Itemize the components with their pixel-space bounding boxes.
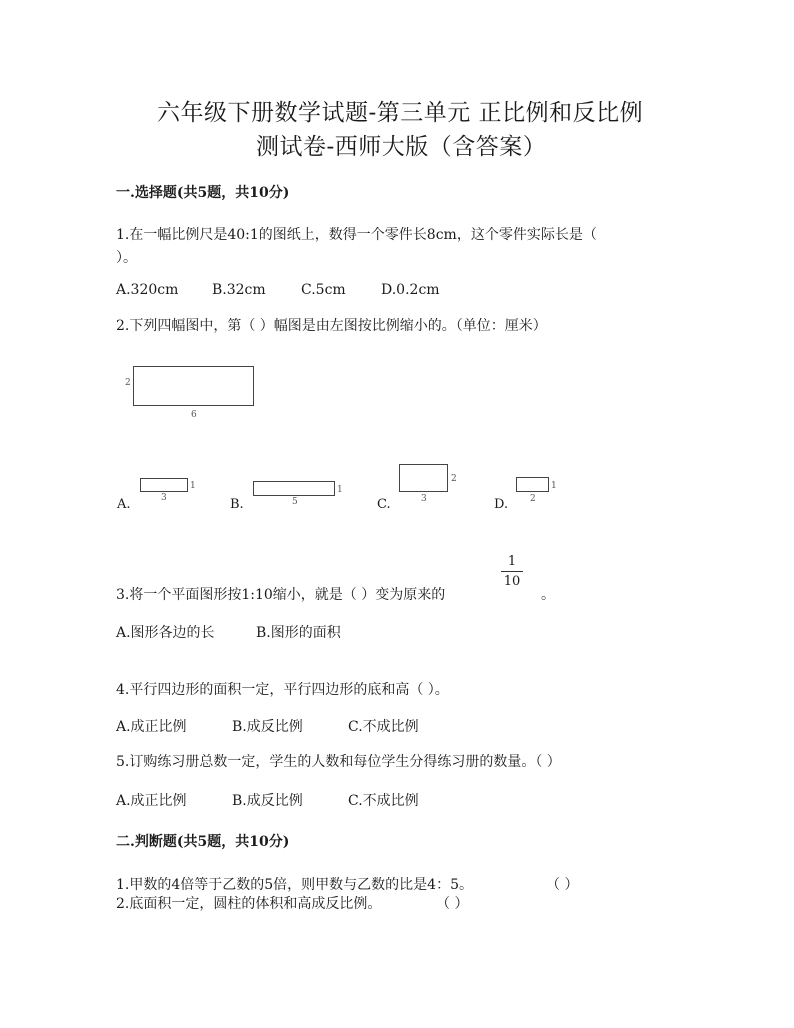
q2-main-width-label: 6: [191, 410, 197, 420]
question-1-text: 1.在一幅比例尺是40:1的图纸上，数得一个零件长8cm，这个零件实际长是（: [116, 227, 597, 243]
judgement-1-text: 1.甲数的4倍等于乙数的5倍，则甲数与乙数的比是4：5。: [116, 877, 473, 893]
judgement-2-text: 2.底面积一定，圆柱的体积和高成反比例。: [116, 896, 382, 912]
q3-fraction-denominator: 10: [503, 574, 521, 589]
page-title-line1: 六年级下册数学试题-第三单元 正比例和反比例: [157, 100, 644, 126]
q2-choice-a-label: A.: [117, 497, 131, 512]
q2-choice-b-label: B.: [230, 497, 244, 512]
q5-option-b: B.成反比例: [232, 793, 303, 809]
question-3-text: 3.将一个平面图形按1:10缩小，就是（ ）变为原来的: [116, 587, 446, 603]
q2-main-rectangle: [133, 366, 254, 406]
page-title-line2: 测试卷-西师大版（含答案）: [256, 134, 547, 160]
question-4-text: 4.平行四边形的面积一定，平行四边形的底和高（ ）。: [116, 682, 449, 698]
q2-choice-b-height: 1: [337, 485, 343, 495]
q2-choice-d-height: 1: [551, 481, 557, 491]
q2-choice-a-rectangle: [140, 478, 188, 492]
q1-option-d: D.0.2cm: [381, 282, 440, 298]
section-heading-judgement: 二.判断题(共5题，共10分): [116, 834, 290, 850]
q2-choice-b-width: 5: [292, 497, 298, 507]
q3-option-b: B.图形的面积: [256, 625, 341, 641]
q5-option-a: A.成正比例: [116, 793, 187, 809]
question-3-end: 。: [541, 587, 555, 603]
q2-choice-c-label: C.: [377, 497, 391, 512]
q3-fraction-numerator: 1: [507, 554, 517, 569]
question-5-text: 5.订购练习册总数一定，学生的人数和每位学生分得练习册的数量。（ ）: [116, 754, 561, 770]
q4-option-a: A.成正比例: [116, 719, 187, 735]
q1-option-c: C.5cm: [301, 282, 346, 298]
q2-choice-b-rectangle: [253, 481, 335, 496]
judgement-2-paren: （ ）: [436, 896, 469, 912]
question-1-text-cont: ）。: [116, 250, 137, 266]
q2-choice-c-height: 2: [451, 474, 457, 484]
q2-choice-a-width: 3: [161, 493, 167, 503]
q5-option-c: C.不成比例: [348, 793, 419, 809]
q3-option-a: A.图形各边的长: [116, 625, 215, 641]
q1-option-a: A.320cm: [116, 282, 179, 298]
question-2-text: 2.下列四幅图中，第（ ）幅图是由左图按比例缩小的。（单位：厘米）: [116, 318, 547, 334]
section-heading-choice: 一.选择题(共5题，共10分): [116, 185, 290, 201]
q2-choice-d-width: 2: [530, 494, 536, 504]
q4-option-b: B.成反比例: [232, 719, 303, 735]
q2-choice-d-rectangle: [516, 477, 549, 492]
q2-choice-c-width: 3: [421, 494, 427, 504]
q2-choice-a-height: 1: [190, 481, 196, 491]
q3-fraction-bar: [501, 571, 523, 572]
q2-main-height-label: 2: [125, 378, 131, 388]
q2-choice-d-label: D.: [494, 497, 509, 512]
q3-fraction: [501, 554, 523, 589]
judgement-1-paren: （ ）: [546, 877, 579, 893]
q4-option-c: C.不成比例: [348, 719, 419, 735]
q2-choice-c-rectangle: [399, 464, 448, 492]
q1-option-b: B.32cm: [212, 282, 266, 298]
